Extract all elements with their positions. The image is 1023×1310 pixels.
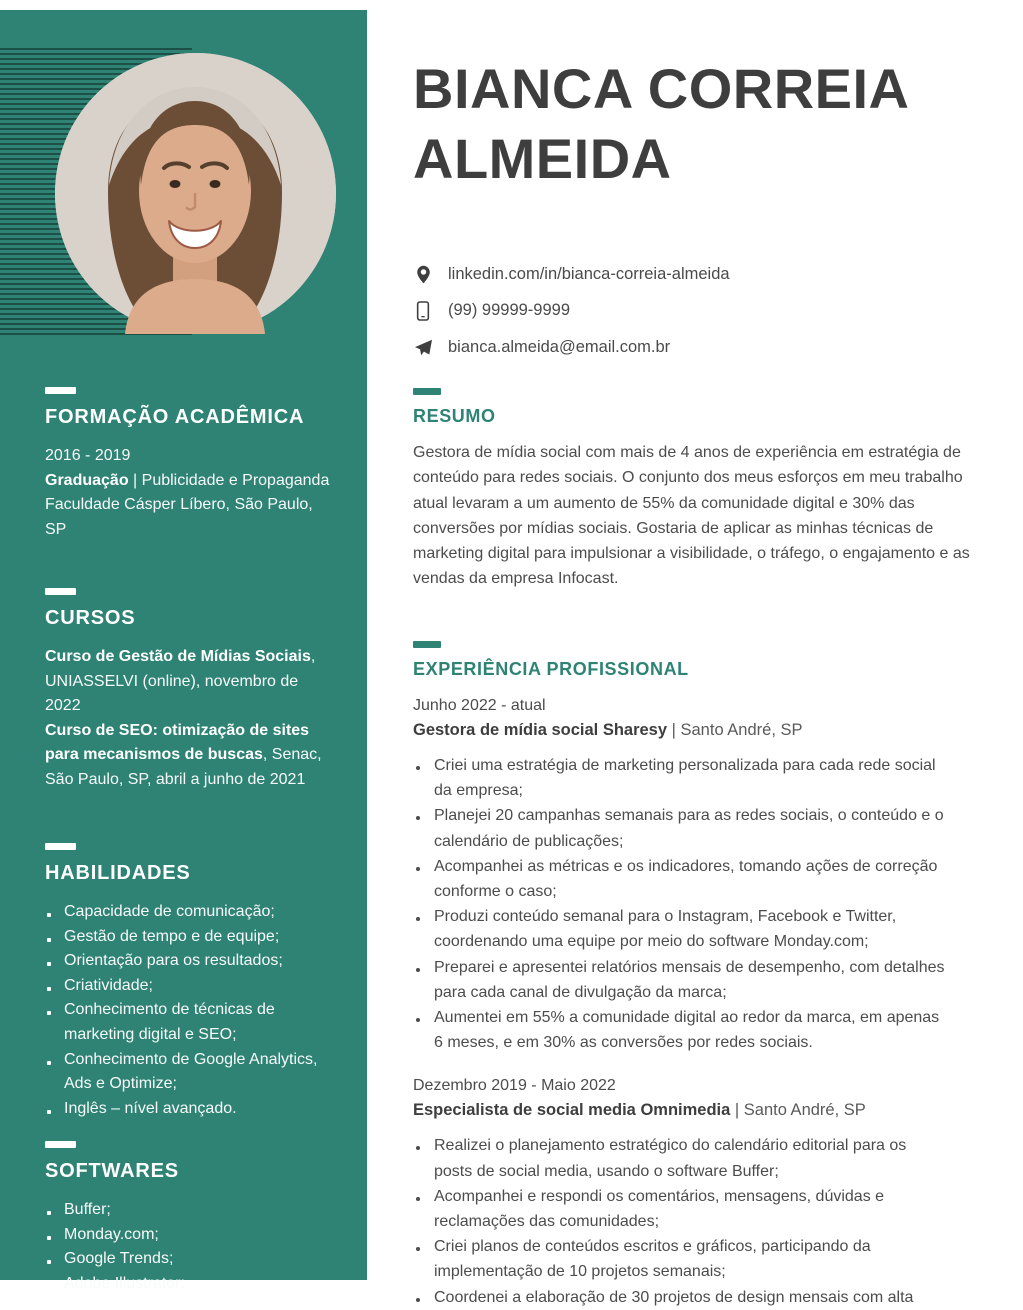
job-role-location: | Santo André, SP: [730, 1101, 866, 1120]
job-period: Junho 2022 - atual: [413, 697, 546, 714]
course-item: [45, 645, 334, 719]
skill-item: Inglês – nível avançado.: [45, 1097, 334, 1122]
education-period: 2016 - 2019: [45, 447, 131, 464]
location-pin-icon: [413, 265, 433, 284]
skill-item: Criatividade;: [45, 974, 334, 999]
section-summary: [413, 388, 990, 592]
section-dash: [45, 387, 76, 394]
skill-item: Orientação para os resultados;: [45, 949, 334, 974]
education-school: Faculdade Cásper Líbero, São Paulo, SP: [45, 496, 313, 538]
summary-title: RESUMO: [413, 406, 496, 426]
education-title: FORMAÇÃO ACADÊMICA: [45, 406, 305, 428]
skills-title: HABILIDADES: [45, 862, 191, 884]
main-content: [413, 0, 998, 1306]
software-item: Google Trends;: [45, 1247, 334, 1272]
skill-item: Conhecimento de Google Analytics, Ads e Optimize;: [45, 1048, 334, 1097]
course-details: , Senac, São Paulo, SP, abril a junho de 2021: [45, 746, 322, 788]
sidebar-section-softwares: [45, 1141, 334, 1296]
course-details: , UNIASSELVI (online), novembro de 2022: [45, 648, 316, 715]
contact-phone-text: (99) 99999-9999: [448, 301, 571, 320]
software-item: Monday.com;: [45, 1223, 334, 1248]
contact-linkedin-row: [413, 256, 730, 293]
profile-photo: [55, 53, 336, 334]
section-dash: [45, 588, 76, 595]
job-bullet: Acompanhei as métricas e os indicadores, tomando ações de correção conforme o caso;: [413, 854, 945, 904]
education-degree-name: Graduação: [45, 471, 129, 489]
job-bullet: Realizei o planejamento estratégico do calendário editorial para os posts de social media, usando o software Buffer;: [413, 1133, 945, 1183]
skill-item: Conhecimento de técnicas de marketing digital e SEO;: [45, 998, 334, 1047]
software-item: Adobe Illustrator;: [45, 1272, 334, 1297]
section-dash: [45, 843, 76, 850]
section-dash: [45, 1141, 76, 1148]
skill-item: Capacidade de comunicação;: [45, 900, 334, 925]
phone-icon: [413, 301, 433, 321]
job-role-name: Especialista de social media Omnimedia: [413, 1101, 731, 1120]
education-degree-field: | Publicidade e Propaganda: [128, 471, 330, 489]
sidebar-section-courses: [45, 588, 334, 793]
job-role-name: Gestora de mídia social Sharesy: [413, 721, 668, 739]
person-name: BIANCA CORREIA ALMEIDA: [413, 57, 908, 190]
experience-title: EXPERIÊNCIA PROFISSIONAL: [413, 659, 689, 679]
job-period: Dezembro 2019 - Maio 2022: [413, 1077, 616, 1095]
courses-title: CURSOS: [45, 607, 136, 629]
job-bullets: [413, 753, 945, 1055]
send-icon: [413, 339, 433, 356]
job-bullet: Aumentei em 55% a comunidade digital ao redor da marca, em apenas 6 meses, e em 30% as conversões por redes sociais.: [413, 1005, 945, 1055]
job-bullet: Criei uma estratégia de marketing personalizada para cada rede social da empresa;: [413, 753, 945, 803]
section-dash: [413, 388, 441, 395]
contact-email-text[interactable]: bianca.almeida@email.com.br: [448, 337, 671, 356]
sidebar-section-skills: [45, 843, 334, 1121]
course-name: Curso de Gestão de Mídias Sociais: [45, 648, 311, 665]
job-entry: [413, 694, 990, 1055]
job-role: [413, 718, 990, 742]
avatar-illustration: [55, 53, 336, 334]
job-bullets: [413, 1133, 945, 1309]
job-bullet: Produzi conteúdo semanal para o Instagram, Facebook e Twitter, coordenando uma equipe por meio do software Monday.com;: [413, 904, 945, 954]
job-bullet: Acompanhei e respondi os comentários, mensagens, dúvidas e reclamações das comunidades;: [413, 1184, 945, 1234]
skills-list: [45, 900, 334, 1121]
contact-phone-row: [413, 293, 730, 330]
job-bullet: Planejei 20 campanhas semanais para as redes sociais, o conteúdo e o calendário de publicações;: [413, 803, 945, 853]
sidebar-section-education: [45, 387, 334, 542]
education-degree: [45, 469, 334, 494]
skill-item: Gestão de tempo e de equipe;: [45, 925, 334, 950]
job-bullet: Coordenei a elaboração de 30 projetos de design mensais com alta: [413, 1285, 945, 1310]
course-item: [45, 719, 334, 793]
softwares-title: SOFTWARES: [45, 1160, 179, 1182]
job-role: [413, 1098, 990, 1122]
job-entry: [413, 1074, 990, 1309]
software-item: Buffer;: [45, 1198, 334, 1223]
job-role-location: | Santo André, SP: [667, 721, 803, 739]
job-bullet: Preparei e apresentei relatórios mensais de desempenho, com detalhes para cada canal de divulgação da marca;: [413, 955, 945, 1005]
contact-email-row: [413, 329, 730, 366]
sidebar: [0, 10, 367, 1292]
softwares-list: [45, 1198, 334, 1296]
summary-paragraph: Gestora de mídia social com mais de 4 anos de experiência em estratégia de conteúdo para redes sociais. O conjunto dos meus esforços em meu trabalho atual levaram a um aumento de 55% da comunidade digital e 30% das conversões por mídias sociais. Gostaria de aplicar as minhas técnicas de marketing digital para impulsionar a visibilidade, o tráfego, o engajamento e as vendas da empresa Infocast.: [413, 444, 970, 588]
contact-list: [413, 256, 730, 366]
contact-linkedin-text[interactable]: linkedin.com/in/bianca-correia-almeida: [448, 264, 730, 283]
job-bullet: Criei planos de conteúdos escritos e gráficos, participando da implementação de 10 projetos semanais;: [413, 1234, 945, 1284]
course-name: Curso de SEO: otimização de sites para mecanismos de buscas: [45, 721, 310, 764]
section-experience: [413, 641, 990, 1310]
section-dash: [413, 641, 441, 648]
